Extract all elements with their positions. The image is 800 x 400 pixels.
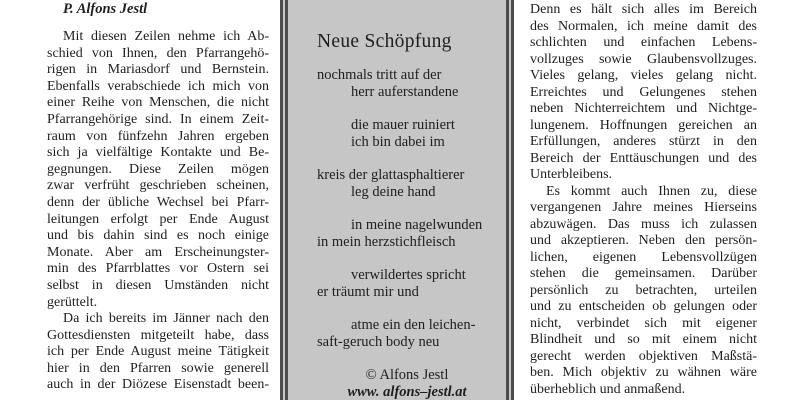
- poem-stanza: [317, 67, 496, 101]
- poem-line: er träumt mir und: [317, 284, 419, 300]
- text-line: vollzuges sowie Glaubensvollzuges.: [530, 51, 757, 67]
- text-line: Mit diesen Zeilen nehme ich Ab-: [63, 29, 269, 44]
- poem-stanzas: [317, 67, 496, 351]
- poem-line: in mein herzstichfleisch: [317, 234, 456, 250]
- text-line: Erreichtes und Gelungenes stehen: [530, 84, 757, 100]
- text-line: Es kommt auch Ihnen zu, diese: [546, 183, 757, 199]
- text-line: auch in der Diözese Eisenstadt been-: [47, 377, 269, 393]
- text-line: ben. Mich objektiv zu wähnen wäre: [530, 365, 757, 380]
- poem-title: Neue Schöpfung: [317, 31, 452, 52]
- text-line: abzuwägen. Das muss ich zulassen: [530, 216, 757, 232]
- text-line: stehen die gemeinsamen. Darüber: [530, 266, 757, 281]
- text-line: überheblich und anmaßend.: [530, 381, 686, 397]
- paragraph: [47, 29, 269, 311]
- text-line: vergangenen Jahre meines Hierseins: [530, 200, 757, 215]
- right-text-column: [530, 2, 757, 398]
- poem-line: ich bin dabei im: [351, 134, 445, 150]
- text-line: und zu entscheiden ob gelungen oder: [530, 299, 757, 314]
- paragraph: [530, 184, 757, 399]
- text-line: Monate. Aber am Erscheinungster-: [47, 244, 269, 260]
- poem-stanza: [317, 117, 496, 151]
- text-line: neben Nichterreichtem und Nichtge-: [530, 101, 757, 116]
- text-line: Vieles gelang, vieles gelang nicht.: [530, 68, 757, 83]
- text-line: leitungen erfolgt per Ende August: [47, 211, 269, 227]
- text-line: ich per Ende August meine Tätigkeit: [47, 344, 269, 360]
- right-column-paragraphs: [530, 2, 757, 398]
- paragraph: [530, 2, 757, 184]
- text-line: gerecht werden objektiven Maßstä-: [530, 348, 757, 364]
- poem-stanza: [317, 267, 496, 301]
- poem-stanza: [317, 167, 496, 201]
- copyright-line: © Alfons Jestl: [365, 367, 449, 383]
- poem-line: in meine nagelwunden: [351, 217, 483, 233]
- text-line: raum von fünfzehn Jahren ergeben: [47, 128, 269, 144]
- text-line: hier in den Pfarren sowie generell: [47, 360, 269, 376]
- paragraph: [47, 311, 269, 394]
- text-line: schied von Ihnen, den Pfarrangehö-: [47, 45, 269, 61]
- text-line: selbst in diesen Umständen nicht: [47, 277, 269, 293]
- poem-line: saft-geruch body neu: [317, 334, 440, 350]
- text-line: lichen, eigenen Lebensvollzügen: [530, 249, 757, 265]
- text-line: gerüttelt.: [47, 294, 98, 310]
- text-line: persönlich zu betrachten, urteilen: [530, 282, 757, 298]
- text-line: und bis dahin sind es noch einige: [47, 228, 269, 244]
- poem-stanza: [317, 217, 496, 251]
- text-line: lungenem. Hoffnungen gereichen an: [530, 117, 757, 133]
- text-line: Erfüllungen, anderes stürzt in den: [530, 134, 757, 149]
- text-line: zwar verfrüht geschrieben scheinen,: [47, 178, 269, 194]
- text-line: Unterbleibens.: [530, 167, 613, 182]
- poem-stanza: [317, 317, 496, 351]
- text-line: Gottesdiensten mitgeteilt habe, dass: [47, 327, 269, 343]
- poem-line: kreis der glattasphaltierer: [317, 167, 465, 183]
- text-line: rigen in Mariasdorf und Bernstein.: [47, 62, 269, 78]
- poem-footer: [317, 367, 497, 400]
- text-line: Denn es hält sich alles im Bereich: [530, 2, 757, 17]
- text-line: schlichten und einfachen Lebens-: [530, 35, 757, 50]
- text-line: nicht, verbindet sich mit eigener: [530, 315, 757, 331]
- text-line: Da ich bereits im Jänner nach den: [63, 311, 269, 327]
- text-line: Blindheit und so mit einem nicht: [530, 332, 757, 347]
- poem-line: die mauer ruiniert: [351, 117, 455, 133]
- text-line: denn der übliche Wechsel bei Pfarr-: [47, 194, 269, 210]
- left-text-column: [47, 1, 269, 394]
- text-line: Pfarrangehörige sind. In einem Zeit-: [47, 111, 269, 127]
- text-line: gegnungen. Diese Zeilen mögen: [47, 161, 269, 177]
- poem-line: verwildertes spricht: [351, 267, 466, 283]
- text-line: Bereich der Enttäuschungen und des: [530, 150, 757, 166]
- text-line: sich ja vielfältige Kontakte und Be-: [47, 145, 269, 161]
- author-heading: P. Alfons Jestl: [63, 1, 148, 17]
- poem-line: herr auferstandene: [351, 84, 459, 100]
- left-column-paragraphs: [47, 29, 269, 394]
- text-line: einer Reihe von Menschen, die nicht: [47, 95, 269, 111]
- poem-line: nochmals tritt auf der: [317, 67, 442, 83]
- poem-line: atme ein den leichen-: [351, 317, 476, 333]
- text-line: des Normalen, ich meine damit des: [530, 18, 757, 34]
- poem-line: leg deine hand: [351, 184, 436, 200]
- text-line: Ebenfalls verabschiede ich mich von: [47, 78, 269, 94]
- text-line: min des Pfarrblattes vor Ostern sei: [47, 261, 269, 277]
- website-line: www. alfons–jestl.at: [347, 384, 467, 400]
- text-line: und akzeptieren. Neben den persön-: [530, 233, 757, 248]
- poem-box: [280, 0, 514, 400]
